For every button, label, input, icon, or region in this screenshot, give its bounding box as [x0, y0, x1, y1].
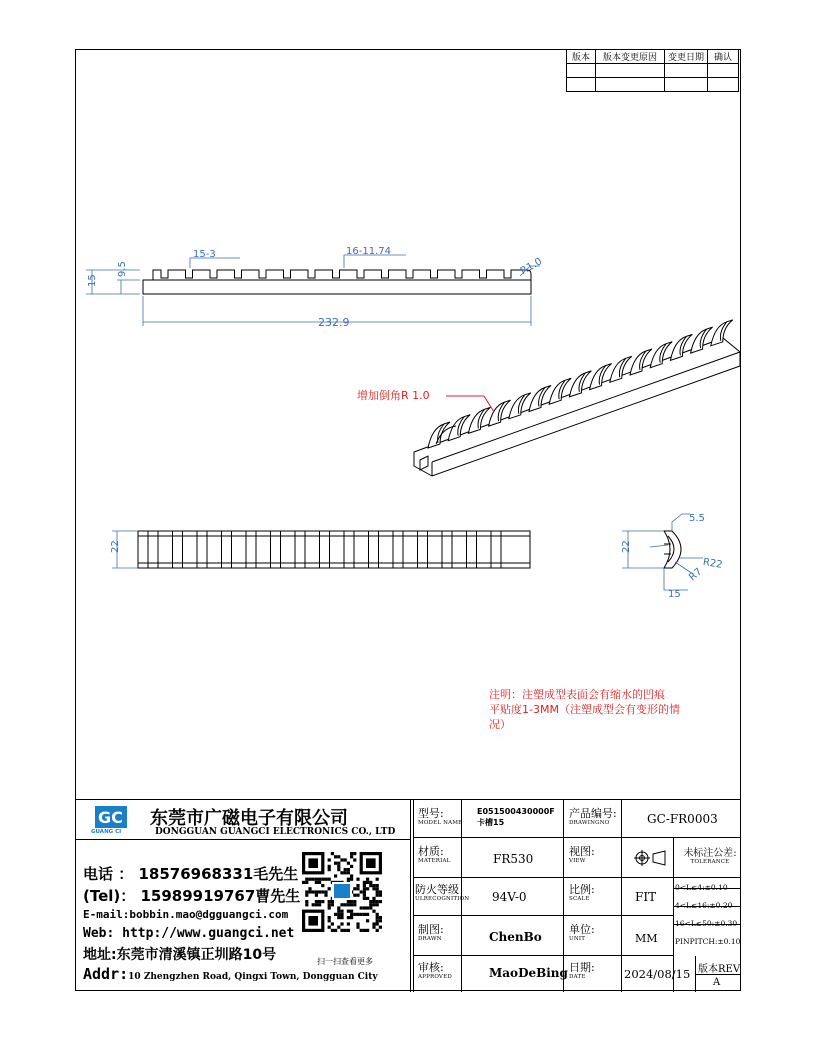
qr-module: [366, 878, 369, 881]
qr-module: [372, 926, 375, 929]
company-logo-icon: [95, 806, 127, 828]
qr-module: [363, 913, 366, 916]
qr-module: [350, 852, 353, 855]
qr-module: [353, 900, 356, 903]
qr-module: [376, 922, 379, 925]
scale-sub: SCALE: [569, 896, 590, 902]
rev-header-reason: 版本变更原因: [596, 50, 665, 64]
dim-width: 22: [110, 540, 121, 553]
top-view-slot: [320, 531, 330, 568]
fire-value: 94V-0: [492, 890, 527, 904]
qr-module: [363, 906, 366, 909]
qr-module: [340, 903, 343, 906]
top-view-slot: [271, 531, 281, 568]
scale-value: FIT: [635, 890, 657, 904]
qr-module: [356, 913, 359, 916]
qr-module: [350, 900, 353, 903]
qr-module: [353, 858, 356, 861]
qr-module: [366, 929, 369, 932]
drawn-value: ChenBo: [489, 930, 542, 944]
qr-module: [337, 868, 340, 871]
material-label: 材质:: [418, 845, 444, 858]
chamfer-note: 增加倒角R 1.0: [357, 389, 430, 402]
company-name-en: DONGGUAN GUANGCI ELECTRONICS CO., LTD: [155, 827, 396, 837]
qr-module: [350, 910, 353, 913]
dim-side-top: 5.5: [689, 513, 705, 524]
qr-module: [366, 906, 369, 909]
dim-slot-pitch: 16-11.74: [346, 246, 391, 257]
front-view-dimensions: [86, 255, 540, 326]
qr-module: [347, 868, 350, 871]
qr-module: [376, 878, 379, 881]
dim-side-bottom: 15: [668, 589, 681, 600]
qr-module: [360, 906, 363, 909]
qr-module: [331, 922, 334, 925]
qr-module: [372, 897, 375, 900]
qr-module: [372, 910, 375, 913]
qr-module: [321, 884, 324, 887]
qr-module: [337, 916, 340, 919]
model-label-cell: [418, 808, 462, 826]
qr-module: [331, 852, 334, 855]
qr-module: [315, 903, 318, 906]
qr-module: [305, 903, 308, 906]
qr-module: [318, 903, 321, 906]
qr-code-icon: [302, 852, 382, 952]
qr-module: [312, 890, 315, 893]
fire-sub: ULRECOGNITION: [415, 896, 470, 902]
qr-module: [376, 929, 379, 932]
qr-module: [337, 926, 340, 929]
qr-module: [353, 903, 356, 906]
view-label: 视图:: [569, 845, 595, 858]
material-label-cell: [418, 846, 451, 864]
title-block: [75, 799, 741, 992]
qr-module: [366, 897, 369, 900]
qr-module: [308, 887, 311, 890]
qr-module: [379, 916, 382, 919]
qr-module: [353, 887, 356, 890]
qr-module: [328, 878, 331, 881]
qr-module: [331, 900, 334, 903]
qr-module: [340, 858, 343, 861]
qr-module: [328, 868, 331, 871]
isometric-view: [414, 320, 740, 476]
view-label-cell: [569, 846, 595, 864]
qr-module: [376, 900, 379, 903]
model-label: 型号:: [418, 807, 444, 820]
dim-height-base: 9.5: [117, 261, 128, 277]
view-sub: VIEW: [569, 858, 586, 864]
qr-module: [321, 900, 324, 903]
qr-module: [318, 878, 321, 881]
qr-module: [305, 890, 308, 893]
qr-module: [369, 881, 372, 884]
qr-module: [344, 903, 347, 906]
qr-module: [347, 916, 350, 919]
qr-module: [347, 929, 350, 932]
qr-module: [376, 894, 379, 897]
top-view-slot: [173, 531, 183, 568]
dim-radius-end: R1.0: [518, 256, 545, 278]
drawing-no-label-cell: [569, 808, 617, 826]
drawn-sub: DRAWN: [418, 936, 442, 942]
qr-module: [308, 890, 311, 893]
qr-module: [363, 890, 366, 893]
qr-module: [328, 865, 331, 868]
qr-module: [337, 906, 340, 909]
model-value: E051500430000F卡槽15: [477, 807, 555, 827]
drawn-label-cell: [418, 924, 444, 942]
qr-module: [360, 929, 363, 932]
unit-value: MM: [635, 932, 658, 945]
unit-sub: UNIT: [569, 936, 586, 942]
dim-radius-small: R7: [687, 566, 705, 584]
date-label-cell: [569, 962, 595, 980]
top-view-slot: [295, 531, 305, 568]
qr-module: [302, 881, 305, 884]
qr-module: [340, 913, 343, 916]
top-view-slot: [418, 531, 428, 568]
qr-module: [356, 884, 359, 887]
qr-module: [340, 922, 343, 925]
qr-module: [312, 903, 315, 906]
qr-module: [318, 881, 321, 884]
qr-module: [356, 878, 359, 881]
qr-module: [347, 910, 350, 913]
qr-module: [305, 900, 308, 903]
qr-module: [337, 862, 340, 865]
qr-module: [366, 887, 369, 890]
scale-label-cell: [569, 884, 595, 902]
note-line-2: 平贴度1-3MM（注塑成型会有变形的情: [489, 703, 680, 716]
qr-module: [334, 855, 337, 858]
qr-module: [337, 865, 340, 868]
qr-module: [363, 884, 366, 887]
company-name-cn: 东莞市广磁电子有限公司: [150, 808, 348, 829]
qr-module: [334, 929, 337, 932]
qr-module: [324, 878, 327, 881]
address-en: 10 Zhengzhen Road, Qingxi Town, Dongguan City: [128, 972, 378, 982]
approved-value: MaoDeBing: [489, 966, 568, 980]
qr-module: [360, 913, 363, 916]
qr-module: [376, 903, 379, 906]
qr-module: [305, 881, 308, 884]
qr-module: [347, 900, 350, 903]
qr-module: [328, 900, 331, 903]
qr-module: [353, 913, 356, 916]
top-view-slot: [344, 531, 354, 568]
note-line-1: 注明：注塑成型表面会有缩水的凹痕: [489, 688, 665, 701]
iso-base-edge: [432, 352, 740, 462]
qr-module: [363, 894, 366, 897]
qr-module: [356, 894, 359, 897]
qr-module: [324, 894, 327, 897]
svg-text:GC: GC: [98, 808, 123, 827]
top-view-slot: [393, 531, 403, 568]
qr-module: [366, 913, 369, 916]
approved-sub: APPROVED: [418, 974, 452, 980]
company-header: [75, 800, 410, 840]
tolerance-label-cell: [681, 844, 739, 865]
qr-module: [337, 913, 340, 916]
qr-module: [379, 894, 382, 897]
dim-height-total: 15: [87, 274, 98, 287]
qr-module: [334, 874, 337, 877]
qr-module: [344, 871, 347, 874]
qr-module: [363, 897, 366, 900]
qr-module: [324, 890, 327, 893]
qr-module: [340, 916, 343, 919]
qr-module: [337, 855, 340, 858]
qr-module: [379, 919, 382, 922]
qr-module: [366, 881, 369, 884]
qr-module: [350, 903, 353, 906]
qr-module: [328, 926, 331, 929]
qr-module: [376, 913, 379, 916]
qr-module: [372, 884, 375, 887]
tolerance-3: 16<L≤50:±0.30: [675, 919, 738, 928]
approved-label: 审核:: [418, 961, 444, 974]
rev-label: 版本REV: [698, 964, 741, 975]
side-view: [664, 531, 681, 568]
material-sub: MATERIAL: [418, 858, 451, 864]
dim-slot-small: 15-3: [193, 249, 216, 260]
rev-header-version: 版本: [567, 50, 596, 64]
company-phone-1: 电话 ： 18576968331毛先生: [83, 865, 299, 883]
rev-value: A: [713, 977, 721, 988]
date-sub: DATE: [569, 974, 586, 980]
qr-finder-center: [366, 858, 376, 868]
qr-module: [340, 910, 343, 913]
qr-module: [312, 878, 315, 881]
qr-module: [321, 890, 324, 893]
qr-module: [363, 929, 366, 932]
qr-module: [376, 919, 379, 922]
tolerance-4: PINPITCH:±0.10: [675, 937, 741, 946]
qr-module: [328, 906, 331, 909]
logo-text: GUANG CI: [91, 829, 122, 835]
qr-module: [328, 916, 331, 919]
drawing-no-sub: DRAWINGNO: [569, 820, 610, 826]
qr-module: [347, 878, 350, 881]
rev-header-date: 变更日期: [665, 50, 708, 64]
qr-module: [344, 858, 347, 861]
qr-module: [344, 929, 347, 932]
front-view: [143, 270, 531, 294]
qr-module: [363, 881, 366, 884]
qr-module: [376, 916, 379, 919]
qr-module: [372, 900, 375, 903]
qr-module: [347, 871, 350, 874]
rev-header-confirm: 确认: [708, 50, 739, 64]
note-line-3: 况）: [489, 718, 511, 731]
qr-module: [350, 913, 353, 916]
qr-module: [369, 900, 372, 903]
top-view-slot: [467, 531, 477, 568]
tolerance-1: 0<L≤4:±0.10: [675, 883, 728, 892]
dim-radius-large: R22: [701, 556, 724, 571]
scale-label: 比例:: [569, 883, 595, 896]
approved-label-cell: [418, 962, 452, 980]
qr-module: [350, 878, 353, 881]
qr-module: [363, 887, 366, 890]
qr-module: [318, 900, 321, 903]
qr-module: [356, 926, 359, 929]
qr-module: [321, 878, 324, 881]
qr-module: [337, 910, 340, 913]
top-view-slot: [197, 531, 207, 568]
qr-module: [379, 900, 382, 903]
qr-module: [376, 887, 379, 890]
top-view: [138, 531, 530, 568]
top-view-slot: [491, 531, 501, 568]
qr-module: [328, 858, 331, 861]
qr-module: [340, 929, 343, 932]
qr-module: [353, 894, 356, 897]
top-view-slot: [222, 531, 232, 568]
fire-label-cell: [415, 884, 469, 902]
qr-finder-center: [308, 916, 318, 926]
qr-module: [366, 919, 369, 922]
qr-module: [328, 919, 331, 922]
qr-module: [331, 903, 334, 906]
qr-module: [315, 890, 318, 893]
unit-label-cell: [569, 924, 595, 942]
drawn-label: 制图:: [418, 923, 444, 936]
qr-module: [350, 855, 353, 858]
qr-module: [376, 890, 379, 893]
qr-logo: [334, 884, 350, 898]
qr-module: [356, 887, 359, 890]
fire-label: 防火等级: [415, 883, 459, 896]
qr-module: [347, 922, 350, 925]
tolerance-list: [675, 879, 740, 951]
qr-module: [334, 862, 337, 865]
tolerance-sub: TOLERANCE: [690, 859, 730, 865]
qr-module: [305, 878, 308, 881]
dim-length: 232.9: [318, 316, 350, 329]
top-view-slot: [442, 531, 452, 568]
address-en-label: Addr:: [83, 965, 129, 983]
model-sub: MODEL NAME: [418, 820, 463, 826]
qr-module: [369, 906, 372, 909]
tolerance-label: 未标注公差:: [683, 848, 737, 859]
front-view-profile: [143, 270, 531, 294]
qr-module: [360, 890, 363, 893]
qr-module: [376, 884, 379, 887]
qr-module: [347, 903, 350, 906]
drawing-no-value: GC-FR0003: [647, 812, 718, 826]
qr-module: [340, 871, 343, 874]
qr-module: [344, 868, 347, 871]
company-web: Web: http://www.guangci.net: [83, 926, 295, 941]
projection-symbol-icon: [633, 850, 669, 866]
qr-module: [379, 926, 382, 929]
qr-module: [328, 903, 331, 906]
date-value: 2024/08/15: [624, 967, 691, 981]
qr-module: [350, 916, 353, 919]
top-view-slot: [148, 531, 158, 568]
qr-module: [315, 881, 318, 884]
iso-base-slab: [414, 338, 740, 476]
qr-module: [350, 865, 353, 868]
qr-module: [331, 929, 334, 932]
qr-module: [372, 922, 375, 925]
tolerance-2: 4<L≤16:±0.20: [675, 901, 733, 910]
company-email: E-mail:bobbin.mao@dgguangci.com: [83, 908, 289, 921]
unit-label: 单位:: [569, 923, 595, 936]
drawing-no-label: 产品编号:: [569, 807, 617, 820]
qr-module: [315, 894, 318, 897]
qr-module: [315, 900, 318, 903]
company-address-cn: 地址:东莞市清溪镇正圳路10号: [83, 947, 277, 963]
qr-module: [328, 887, 331, 890]
date-label: 日期:: [569, 961, 595, 974]
qr-module: [356, 922, 359, 925]
qr-module: [350, 874, 353, 877]
material-value: FR530: [493, 852, 534, 866]
qr-module: [308, 878, 311, 881]
top-view-slot: [369, 531, 379, 568]
iso-fin: [711, 320, 733, 346]
top-view-slot: [246, 531, 256, 568]
qr-module: [334, 913, 337, 916]
qr-module: [315, 878, 318, 881]
qr-module: [318, 890, 321, 893]
qr-module: [353, 852, 356, 855]
qr-module: [347, 862, 350, 865]
qr-module: [379, 890, 382, 893]
company-phone-2: (Tel)： 15989919767曹先生: [83, 887, 301, 905]
notes: [489, 687, 680, 732]
qr-module: [369, 903, 372, 906]
qr-caption: 扫一扫查看更多: [317, 957, 373, 966]
dim-side-width: 22: [621, 540, 632, 553]
qr-module: [372, 903, 375, 906]
qr-module: [372, 887, 375, 890]
qr-module: [369, 884, 372, 887]
qr-module: [305, 894, 308, 897]
qr-finder-center: [308, 858, 318, 868]
